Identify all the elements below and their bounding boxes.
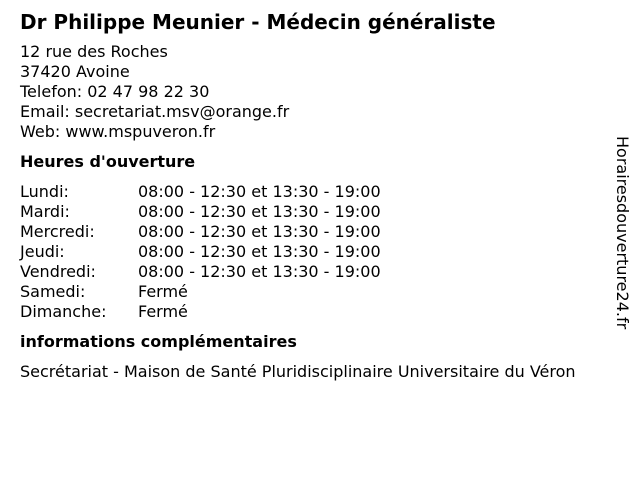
hours-row-saturday xyxy=(20,282,614,302)
hours-time: 08:00 - 12:30 et 13:30 - 19:00 xyxy=(138,182,381,201)
opening-hours-heading: Heures d'ouverture xyxy=(20,152,196,171)
additional-info-heading: informations complémentaires xyxy=(20,332,297,351)
hours-day: Mercredi: xyxy=(20,222,95,241)
additional-info-text: Secrétariat - Maison de Santé Pluridisciplinaire Universitaire du Véron xyxy=(20,362,576,381)
hours-time: Fermé xyxy=(138,282,188,301)
section-spacer xyxy=(20,142,614,152)
hours-row-thursday xyxy=(20,242,614,262)
opening-hours-table xyxy=(20,182,614,322)
website-address: Web: www.mspuveron.fr xyxy=(20,122,216,141)
site-branding-text: Horairesdouverture24.fr xyxy=(613,136,632,330)
hours-row-wednesday xyxy=(20,222,614,242)
section-spacer xyxy=(20,322,614,332)
hours-time: 08:00 - 12:30 et 13:30 - 19:00 xyxy=(138,222,381,241)
city-postcode: 37420 Avoine xyxy=(20,62,130,81)
street-address: 12 rue des Roches xyxy=(20,42,168,61)
email-address: Email: secretariat.msv@orange.fr xyxy=(20,102,290,121)
hours-time: 08:00 - 12:30 et 13:30 - 19:00 xyxy=(138,242,381,261)
hours-time: 08:00 - 12:30 et 13:30 - 19:00 xyxy=(138,262,381,281)
phone-number: Telefon: 02 47 98 22 30 xyxy=(20,82,210,101)
hours-row-sunday xyxy=(20,302,614,322)
hours-row-monday xyxy=(20,182,614,202)
hours-day: Samedi: xyxy=(20,282,86,301)
hours-day: Dimanche: xyxy=(20,302,107,321)
hours-day: Lundi: xyxy=(20,182,69,201)
doctor-title: Dr Philippe Meunier - Médecin généraliste xyxy=(20,10,496,34)
hours-time: Fermé xyxy=(138,302,188,321)
hours-day: Jeudi: xyxy=(20,242,65,261)
hours-time: 08:00 - 12:30 et 13:30 - 19:00 xyxy=(138,202,381,221)
hours-day: Mardi: xyxy=(20,202,70,221)
hours-day: Vendredi: xyxy=(20,262,96,281)
hours-row-friday xyxy=(20,262,614,282)
hours-row-tuesday xyxy=(20,202,614,222)
doctor-hours-card xyxy=(20,8,614,382)
